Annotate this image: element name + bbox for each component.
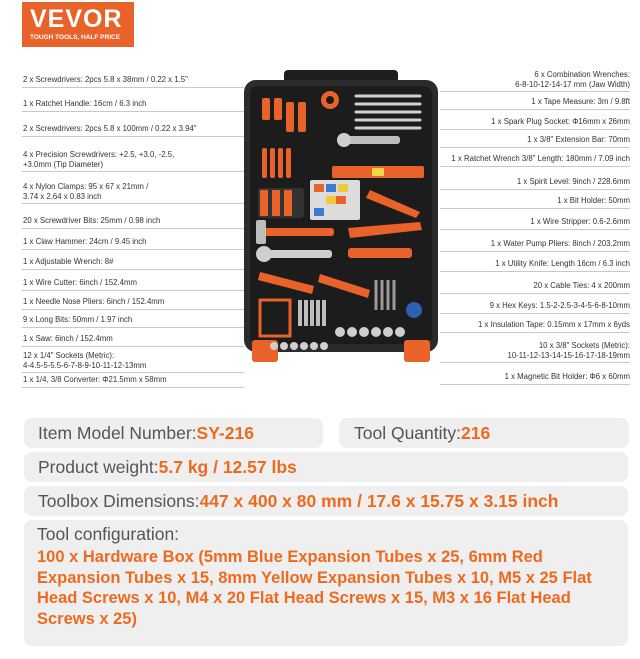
right-callout-label (515, 70, 630, 89)
callout-leader-line (22, 228, 244, 229)
callout-leader-line (440, 147, 630, 148)
left-callout-label (23, 182, 148, 201)
callout-text-line: 9 x Long Bits: 50mm / 1.97 inch (23, 315, 133, 324)
callout-leader-line (440, 229, 630, 230)
model-label: Item Model Number: (38, 423, 197, 443)
logo-brand: VEVOR (30, 5, 123, 33)
quantity-label: Tool Quantity: (354, 423, 461, 443)
right-callout-label (491, 239, 630, 249)
callout-leader-line (440, 332, 630, 333)
logo-tagline: TOUGH TOOLS, HALF PRICE (30, 34, 121, 41)
model-text (38, 423, 254, 444)
callout-leader-line (440, 271, 630, 272)
right-callout-label (491, 117, 630, 127)
callout-text-line: 4 x Precision Screwdrivers: +2.5, +3.0, -2.5, (23, 150, 175, 159)
callout-text-line: 2 x Screwdrivers: 2pcs 5.8 x 100mm / 0.22 x 3.94" (23, 124, 197, 133)
callout-leader-line (22, 346, 244, 347)
callout-leader-line (22, 249, 244, 250)
left-callout-label (23, 124, 197, 134)
callout-leader-line (22, 327, 244, 328)
right-callout-label (527, 135, 630, 145)
left-callout-label (23, 278, 137, 288)
callout-text-line: 1 x Wire Cutter: 6inch / 152.4mm (23, 278, 137, 287)
left-callout-label (23, 315, 132, 325)
callout-leader-line (440, 313, 630, 314)
left-callout-label (23, 150, 174, 169)
callout-leader-line (440, 293, 630, 294)
callout-text-line: +3.0mm (Tip Diameter) (23, 159, 104, 169)
callout-text-line: 1 x Tape Measure: 3m / 9.8ft (531, 97, 630, 106)
weight-value: 5.7 kg / 12.57 lbs (158, 457, 297, 477)
callout-text-line: 4 x Nylon Clamps: 95 x 67 x 21mm / (23, 182, 149, 191)
callout-leader-line (22, 203, 244, 204)
callout-leader-line (22, 87, 244, 88)
callout-leader-line (440, 208, 630, 209)
callout-leader-line (22, 136, 244, 137)
callout-leader-line (440, 109, 630, 110)
left-callout-label (23, 334, 113, 344)
callout-leader-line (22, 171, 244, 172)
right-callout-label (557, 196, 630, 206)
callout-text-line: 1 x Adjustable Wrench: 8# (23, 257, 114, 266)
right-callout-label (533, 281, 630, 291)
callout-leader-line (440, 189, 630, 190)
callout-text-line: 1 x Claw Hammer: 24cm / 9.45 inch (23, 237, 147, 246)
left-callout-label (23, 216, 160, 226)
left-callout-label (23, 99, 147, 109)
config-label: Tool configuration: (37, 524, 180, 544)
callout-text-line: 1 x Spark Plug Socket: Φ16mm x 26mm (491, 117, 630, 126)
left-callout-label (23, 75, 188, 85)
dimensions-text (38, 491, 558, 512)
callout-text-line: 2 x Screwdrivers: 2pcs 5.8 x 38mm / 0.22 x 1.5" (23, 75, 188, 84)
callout-text-line: 1 x Saw: 6inch / 152.4mm (23, 334, 113, 343)
weight-label: Product weight: (38, 457, 159, 477)
dimensions-label: Toolbox Dimensions: (38, 491, 200, 511)
callout-text-line: 1 x 3/8" Extension Bar: 70mm (527, 135, 630, 144)
toolbox-image (244, 70, 438, 366)
right-callout-label (530, 217, 630, 227)
callout-text-line: 6-8-10-12-14-17 mm (Jaw Width) (515, 79, 630, 89)
callout-text-line: 1 x 1/4, 3/8 Converter: Φ21.5mm x 58mm (23, 375, 167, 384)
left-callout-label (23, 257, 113, 267)
callout-leader-line (440, 166, 630, 167)
callout-text-line: 10-11-12-13-14-15-16-17-18-19mm (507, 350, 630, 360)
callout-leader-line (440, 91, 630, 92)
callout-text-line: 4-4.5-5-5.5-6-7-8-9-10-11-12-13mm (23, 360, 147, 370)
callout-text-line: 1 x Bit Holder: 50mm (557, 196, 630, 205)
callout-leader-line (22, 372, 244, 373)
left-callout-label (23, 297, 164, 307)
right-callout-label (495, 259, 630, 269)
callout-leader-line (440, 384, 630, 385)
callout-text-line: 20 x Screwdriver Bits: 25mm / 0.98 inch (23, 216, 161, 225)
callout-leader-line (440, 129, 630, 130)
dimensions-value: 447 x 400 x 80 mm / 17.6 x 15.75 x 3.15 inch (199, 491, 559, 511)
left-callout-label (23, 351, 146, 370)
callout-text-line: 1 x Wire Stripper: 0.6-2.6mm (530, 217, 630, 226)
callout-leader-line (22, 290, 244, 291)
model-value: SY-216 (196, 423, 254, 443)
callout-leader-line (22, 269, 244, 270)
right-callout-label (451, 154, 630, 164)
right-callout-label (517, 177, 630, 187)
callout-text-line: 1 x Magnetic Bit Holder: Φ6 x 60mm (504, 372, 630, 381)
callout-leader-line (22, 309, 244, 310)
callout-text-line: 6 x Combination Wrenches: (534, 70, 630, 79)
right-callout-label (490, 301, 630, 311)
right-callout-label (478, 320, 630, 330)
weight-text (38, 457, 297, 478)
left-callout-label (23, 237, 147, 247)
callout-text-line: 1 x Spirit Level: 9inch / 228.6mm (516, 177, 630, 186)
callout-text-line: 1 x Ratchet Handle: 16cm / 6.3 inch (23, 99, 147, 108)
right-callout-label (531, 97, 630, 107)
right-callout-label (505, 372, 630, 382)
callout-text-line: 3.74 x 2.64 x 0.83 inch (23, 191, 102, 201)
vevor-logo (22, 2, 134, 47)
callout-text-line: 10 x 3/8" Sockets (Metric): (538, 341, 630, 350)
callout-text-line: 1 x Needle Nose Pliers: 6inch / 152.4mm (23, 297, 165, 306)
callout-leader-line (440, 251, 630, 252)
right-callout-label (507, 341, 630, 360)
left-callout-label (23, 375, 167, 385)
callout-text-line: 1 x Ratchet Wrench 3/8" Length: 180mm / 7.09 inch (451, 154, 630, 163)
callout-text-line: 1 x Insulation Tape: 0.15mm x 17mm x 6yds (478, 320, 630, 329)
callout-leader-line (440, 362, 630, 363)
callout-text-line: 20 x Cable Ties: 4 x 200mm (533, 281, 630, 290)
callout-leader-line (22, 111, 244, 112)
callout-leader-line (22, 387, 244, 388)
quantity-value: 216 (461, 423, 491, 443)
callout-text-line: 12 x 1/4" Sockets (Metric): (23, 351, 115, 360)
config-value: 100 x Hardware Box (5mm Blue Expansion Tubes x 25, 6mm Red Expansion Tubes x 15, 8mm Yellow Expansion Tubes x 10, M5 x 25 Flat Head Screws x 10, M4 x 20 Flat Head Screws x 15, M3 x 16 Flat Head Screws x 25) (37, 548, 592, 628)
callout-text-line: 9 x Hex Keys: 1.5-2-2.5-3-4-5-6-8-10mm (489, 301, 630, 310)
callout-text-line: 1 x Utility Knife: Length 16cm / 6.3 inch (495, 259, 630, 268)
quantity-text (354, 423, 490, 444)
callout-text-line: 1 x Water Pump Pliers: 8inch / 203.2mm (490, 239, 630, 248)
